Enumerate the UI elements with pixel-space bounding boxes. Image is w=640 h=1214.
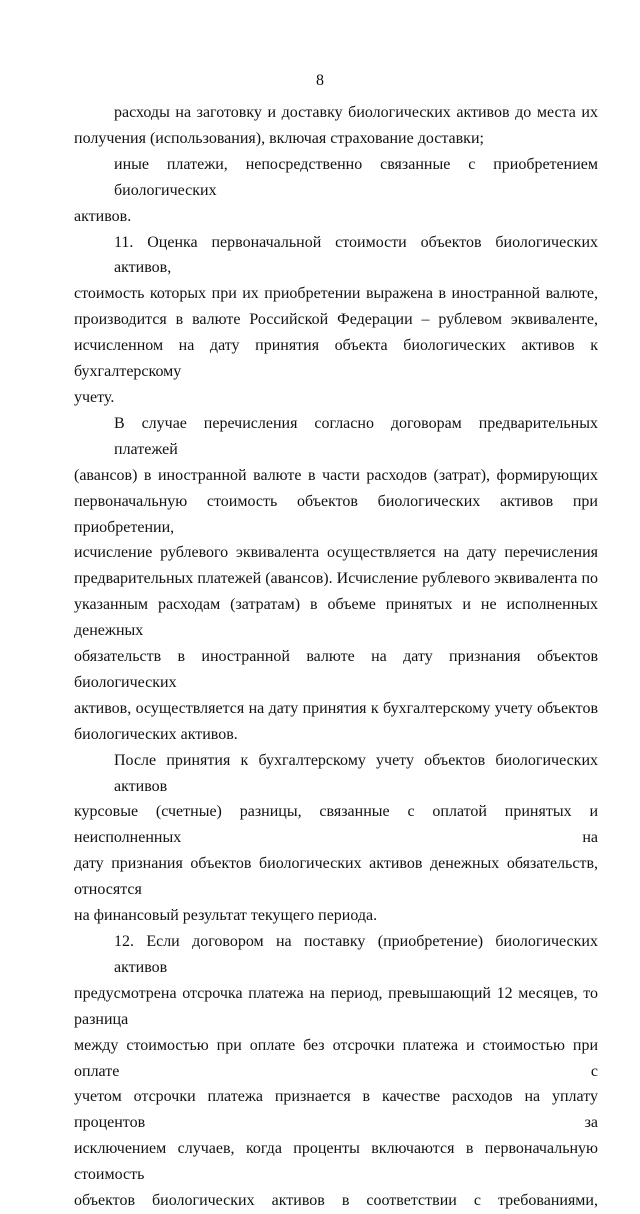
text-line: курсовые (счетные) разницы, связанные с оплатой принятых и неисполненных на: [74, 803, 598, 847]
text-line: исчисление рублевого эквивалента осуществляется на дату перечисления: [74, 544, 598, 562]
paragraph-item-12: [74, 929, 598, 1214]
text-line: предварительных платежей (авансов). Исчисление рублевого эквивалента по: [74, 570, 598, 588]
text-line: расходы на заготовку и доставку биологических активов до места их: [114, 104, 598, 121]
text-line: обязательств в иностранной валюте на дату признания объектов биологических: [74, 648, 598, 691]
paragraph-item-11: [74, 230, 598, 411]
text-line: исчисленном на дату принятия объекта биологических активов к бухгалтерскому: [74, 337, 598, 381]
paragraph-other-payments: [74, 152, 598, 230]
paragraph-exchange-differences: [74, 748, 598, 929]
text-line: стоимость которых при их приобретении выражена в иностранной валюте,: [74, 285, 598, 303]
page-number: 8: [316, 72, 324, 89]
document-body: [74, 100, 598, 1214]
text-line: дату признания объектов биологических активов денежных обязательств, относятся: [74, 855, 598, 899]
text-line: первоначальную стоимость объектов биологических активов при приобретении,: [74, 492, 598, 536]
text-line: активов, осуществляется на дату принятия к бухгалтерскому учету объектов: [74, 699, 598, 717]
text-line: учету.: [74, 388, 115, 406]
text-line: объектов биологических активов в соответствии с требованиями,: [74, 1192, 598, 1210]
text-line: между стоимостью при оплате без отсрочки платежа и стоимостью при оплате с: [74, 1036, 598, 1080]
text-line: 12. Если договором на поставку (приобретение) биологических активов: [114, 933, 598, 976]
text-line: производится в валюте Российской Федерации – рублевом эквиваленте,: [74, 311, 598, 329]
paragraph-advance-payments: [74, 411, 598, 748]
text-line: учетом отсрочки платежа признается в качестве расходов на уплату процентов за: [74, 1088, 598, 1132]
text-line: получения (использования), включая страхование доставки;: [74, 129, 484, 147]
text-line: на финансовый результат текущего периода.: [74, 907, 378, 925]
text-line: иные платежи, непосредственно связанные с приобретением биологических: [114, 155, 598, 199]
text-line: 11. Оценка первоначальной стоимости объектов биологических активов,: [114, 233, 598, 277]
text-line: После принятия к бухгалтерскому учету объектов биологических активов: [114, 751, 598, 795]
text-line: (авансов) в иностранной валюте в части расходов (затрат), формирующих: [74, 466, 598, 484]
text-line: указанным расходам (затратам) в объеме принятых и не исполненных денежных: [74, 596, 598, 640]
paragraph-expenses-delivery: [74, 100, 598, 152]
text-line: предусмотрена отсрочка платежа на период, превышающий 12 месяцев, то разница: [74, 984, 598, 1028]
text-line: активов.: [74, 207, 132, 225]
text-line: В случае перечисления согласно договорам предварительных платежей: [114, 414, 598, 458]
text-line: исключением случаев, когда проценты включаются в первоначальную стоимость: [74, 1140, 598, 1184]
text-line: биологических активов.: [74, 725, 238, 743]
